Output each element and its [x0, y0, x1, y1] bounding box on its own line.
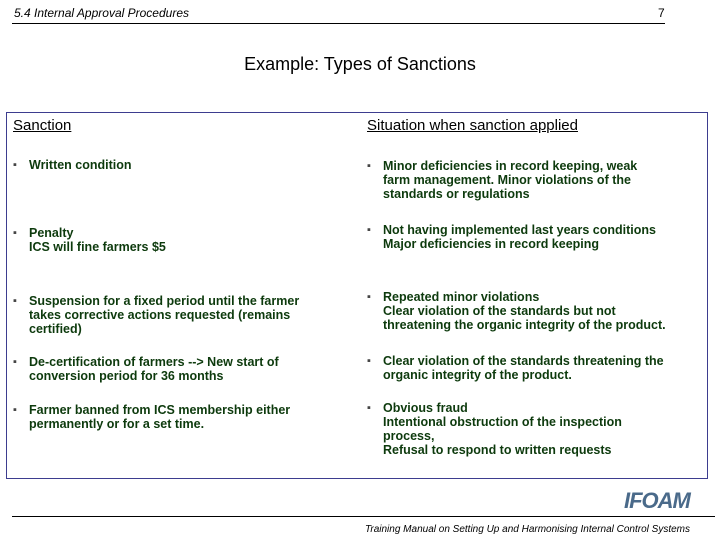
bullet-icon: ▪	[367, 402, 371, 414]
situation-item	[367, 354, 664, 382]
bullet-icon: ▪	[367, 291, 371, 303]
item-line: takes corrective actions requested (remains	[29, 308, 291, 322]
item-line: Clear violation of the standards threatening the	[383, 354, 664, 368]
item-line: Not having implemented last years conditions	[383, 223, 656, 237]
item-line: organic integrity of the product.	[383, 368, 572, 382]
bullet-icon: ▪	[13, 404, 17, 416]
item-line: certified)	[29, 322, 82, 336]
situation-item	[367, 159, 638, 201]
slide-title: Example: Types of Sanctions	[244, 54, 476, 74]
item-line: ICS will fine farmers $5	[29, 240, 166, 254]
sanction-item	[13, 403, 291, 431]
item-line: Penalty	[29, 226, 74, 240]
item-line: Intentional obstruction of the inspection	[383, 415, 622, 429]
sanction-item	[13, 294, 300, 336]
item-line: Suspension for a fixed period until the farmer	[29, 294, 300, 308]
item-line: farm management. Minor violations of the	[383, 173, 631, 187]
bullet-icon: ▪	[13, 159, 17, 171]
item-line: Repeated minor violations	[383, 290, 540, 304]
sanction-item	[13, 158, 132, 172]
sanction-column-header: Sanction	[13, 117, 72, 134]
item-line: Refusal to respond to written requests	[383, 443, 612, 457]
sanction-item	[13, 226, 166, 254]
section-header: 5.4 Internal Approval Procedures	[14, 6, 189, 20]
item-line: Obvious fraud	[383, 401, 468, 415]
item-line: Farmer banned from ICS membership either	[29, 403, 291, 417]
situation-column-header: Situation when sanction applied	[367, 117, 578, 134]
bullet-icon: ▪	[13, 227, 17, 239]
page-number: 7	[658, 6, 665, 20]
header-divider	[12, 23, 665, 24]
bullet-icon: ▪	[367, 355, 371, 367]
item-line: conversion period for 36 months	[29, 369, 224, 383]
bullet-icon: ▪	[13, 295, 17, 307]
item-line: Major deficiencies in record keeping	[383, 237, 600, 251]
bullet-icon: ▪	[367, 224, 371, 236]
item-line: permanently or for a set time.	[29, 417, 205, 431]
bullet-icon: ▪	[367, 160, 371, 172]
sanction-item	[13, 355, 279, 383]
footer-text: Training Manual on Setting Up and Harmonising Internal Control Systems	[365, 524, 690, 535]
situation-item	[367, 401, 622, 457]
item-line: Minor deficiencies in record keeping, weak	[383, 159, 638, 173]
item-line: Written condition	[29, 158, 132, 172]
bullet-icon: ▪	[13, 356, 17, 368]
situation-item	[367, 223, 656, 251]
item-line: Clear violation of the standards but not	[383, 304, 616, 318]
situation-item	[367, 290, 666, 332]
item-line: threatening the organic integrity of the product.	[383, 318, 666, 332]
item-line: standards or regulations	[383, 187, 530, 201]
item-line: process,	[383, 429, 435, 443]
item-line: De-certification of farmers --> New start of	[29, 355, 279, 369]
ifoam-logo: IFOAM	[624, 488, 690, 513]
footer-divider	[12, 516, 715, 517]
